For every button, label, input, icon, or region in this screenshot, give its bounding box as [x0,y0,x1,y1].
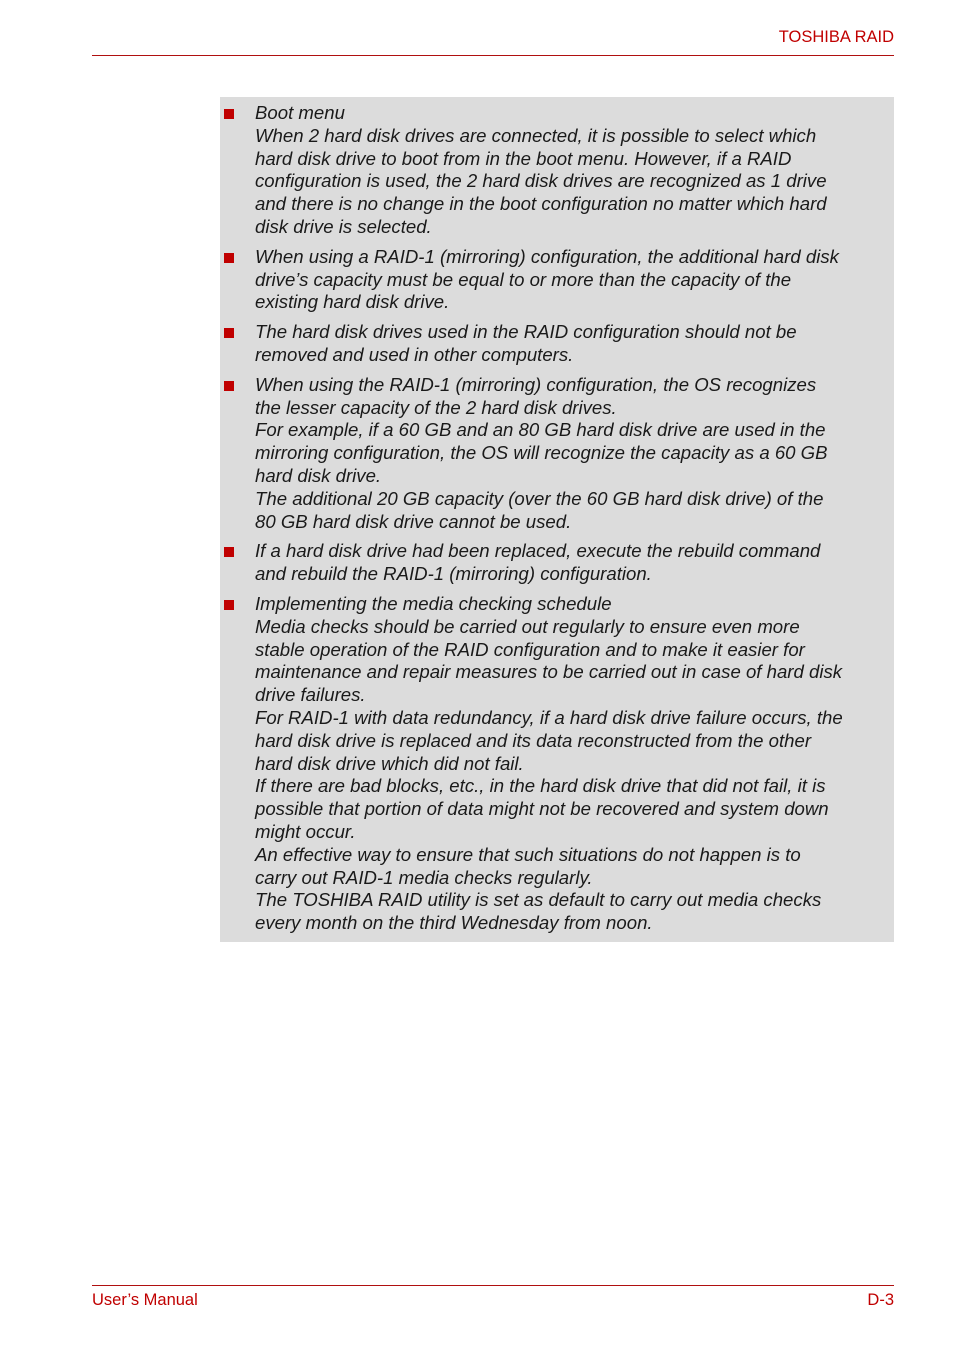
note-text-line: carry out RAID-1 media checks regularly. [255,866,593,888]
note-list [220,97,894,935]
square-bullet-icon [224,547,234,557]
square-bullet-icon [224,381,234,391]
note-text-line: possible that portion of data might not be recovered and system down [255,798,829,820]
square-bullet-icon [224,600,234,610]
note-item [220,374,894,534]
note-text-line: The hard disk drives used in the RAID configuration should not be [255,321,797,343]
note-text-line: drive failures. [255,684,366,706]
note-item [220,321,894,367]
note-text-line: configuration is used, the 2 hard disk drives are recognized as 1 drive [255,170,827,192]
note-text-line: When using the RAID-1 (mirroring) configuration, the OS recognizes [255,373,817,395]
note-text-line: stable operation of the RAID configuration and to make it easier for [255,638,805,660]
note-text-line: For RAID-1 with data redundancy, if a hard disk drive failure occurs, the [255,706,843,728]
note-text-line: and rebuild the RAID-1 (mirroring) configuration. [255,563,652,585]
note-text-line: removed and used in other computers. [255,343,574,365]
note-text-line: Boot menu [255,102,345,123]
square-bullet-icon [224,253,234,263]
note-text-line: drive’s capacity must be equal to or more than the capacity of the [255,268,792,290]
note-text-line: disk drive is selected. [255,215,432,237]
note-text-line: 80 GB hard disk drive cannot be used. [255,510,572,532]
note-text-line: hard disk drive to boot from in the boot menu. However, if a RAID [255,147,792,169]
note-text-line: hard disk drive which did not fail. [255,752,524,774]
note-text-line: hard disk drive. [255,464,382,486]
note-item [220,540,894,586]
note-text-line: When using a RAID-1 (mirroring) configuration, the additional hard disk [255,245,839,267]
note-text-line: When 2 hard disk drives are connected, it is possible to select which [255,124,817,146]
note-item [220,102,894,239]
note-text-line: If there are bad blocks, etc., in the hard disk drive that did not fail, it is [255,775,826,797]
running-header-title: TOSHIBA RAID [778,28,894,46]
note-item [220,593,894,935]
note-text-line: every month on the third Wednesday from noon. [255,912,653,934]
square-bullet-icon [224,328,234,338]
note-box [220,97,894,942]
note-text-line: Media checks should be carried out regularly to ensure even more [255,615,800,637]
note-text-line: mirroring configuration, the OS will recognize the capacity as a 60 GB [255,442,828,464]
footer-rule [92,1285,894,1286]
note-text-line: Implementing the media checking schedule [255,592,612,614]
note-text-line: maintenance and repair measures to be carried out in case of hard disk [255,661,843,683]
note-text-line: and there is no change in the boot configuration no matter which hard [255,193,827,215]
note-text-line: An effective way to ensure that such situations do not happen is to [255,843,801,865]
note-text-line: If a hard disk drive had been replaced, execute the rebuild command [255,540,821,562]
square-bullet-icon [224,109,234,119]
note-text-line: the lesser capacity of the 2 hard disk drives. [255,396,617,418]
note-text-line: The TOSHIBA RAID utility is set as default to carry out media checks [255,889,822,911]
page-number: D-3 [867,1291,894,1309]
note-text-line: might occur. [255,820,356,842]
note-text-line: existing hard disk drive. [255,291,450,313]
note-text-line: For example, if a 60 GB and an 80 GB hard disk drive are used in the [255,419,826,441]
note-item [220,246,894,314]
header-rule [92,55,894,56]
note-text-line: The additional 20 GB capacity (over the 60 GB hard disk drive) of the [255,487,824,509]
footer-manual-title: User’s Manual [92,1291,198,1309]
note-text-line: hard disk drive is replaced and its data reconstructed from the other [255,729,812,751]
